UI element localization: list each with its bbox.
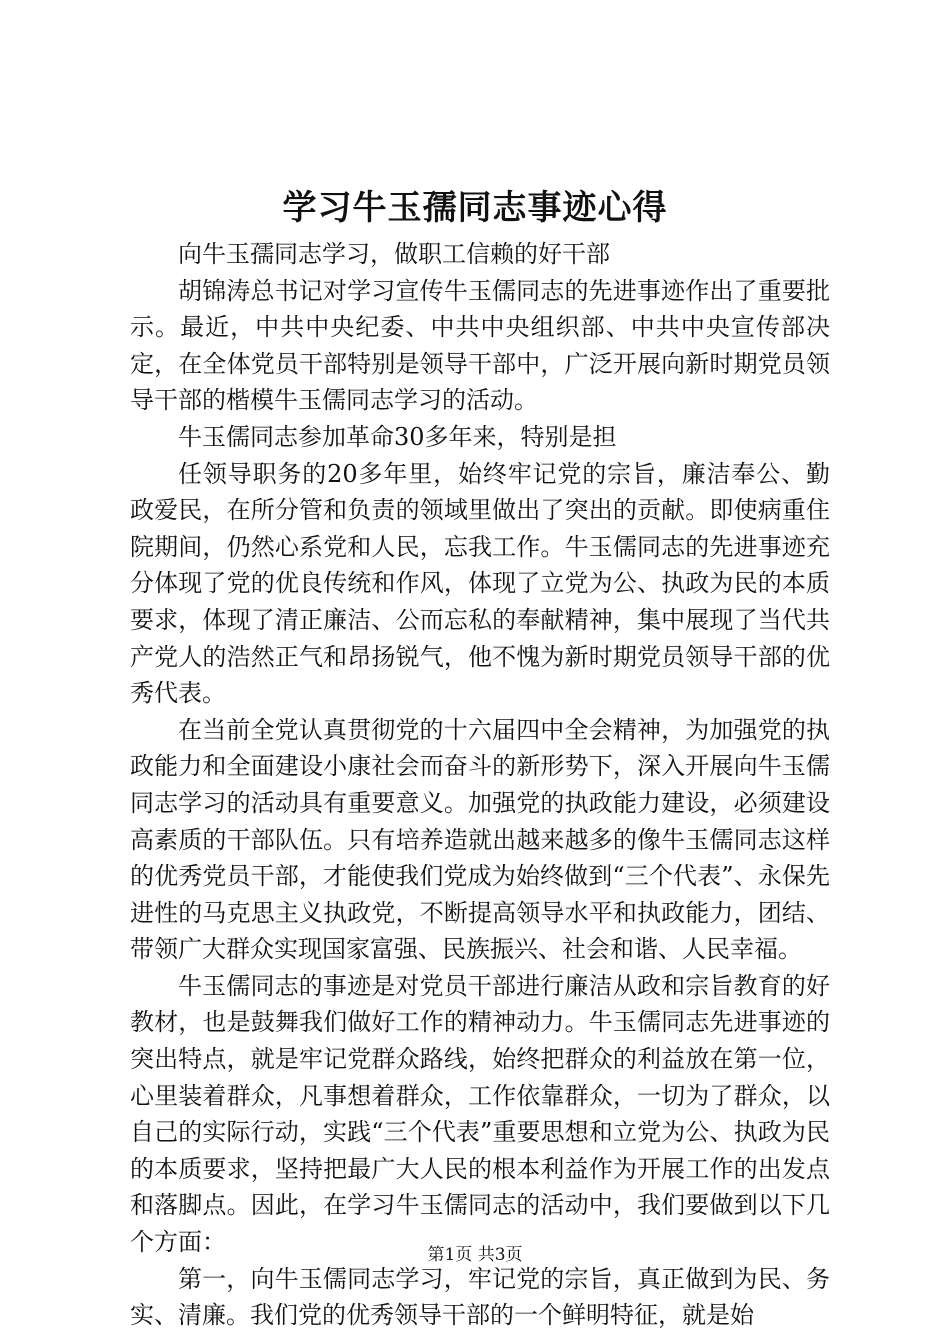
paragraph: 牛玉儒同志参加革命30多年来，特别是担 [178, 422, 617, 451]
document-title: 学习牛玉孺同志事迹心得 [282, 188, 668, 228]
paragraph: 牛玉儒同志的事迹是对党员干部进行廉洁从政和宗旨教育的好教材，也是鼓舞我们做好工作的精神动力。牛玉儒同志先进事迹的突出特点，就是牢记党群众路线，始终把群众的利益放在第一位，心里装着群众，凡事想着群众，工作依靠群众，一切为了群众，以自己的实际行动，实践“三个代表”重要思想和立党为公、执政为民的本质要求，坚持把最广大人民的根本利益作为开展工作的出发点和落脚点。因此，在学习牛玉儒同志的活动中，我们要做到以下几个方面： [130, 971, 830, 1257]
page-number-footer: 第1页 共3页 [427, 1245, 523, 1265]
paragraph: 在当前全党认真贯彻党的十六届四中全会精神，为加强党的执政能力和全面建设小康社会而奋斗的新形势下，深入开展向牛玉儒同志学习的活动具有重要意义。加强党的执政能力建设，必须建设高素质的干部队伍。只有培养造就出越来越多的像牛玉儒同志这样的优秀党员干部，才能使我们党成为始终做到“三个代表”、永保先进性的马克思主义执政党，不断提高领导水平和执政能力，团结、带领广大群众实现国家富强、民族振兴、社会和谐、人民幸福。 [130, 715, 830, 964]
paragraph: 第一，向牛玉儒同志学习，牢记党的宗旨，真正做到为民、务实、清廉。我们党的优秀领导干部的一个鲜明特征，就是始 [130, 1264, 830, 1330]
paragraph-subtitle: 向牛玉孺同志学习，做职工信赖的好干部 [178, 240, 610, 268]
paragraph: 胡锦涛总书记对学习宣传牛玉儒同志的先进事迹作出了重要批示。最近，中共中央纪委、中共中央组织部、中共中央宣传部决定，在全体党员干部特别是领导干部中，广泛开展向新时期党员领导干部的楷模牛玉儒同志学习的活动。 [130, 276, 830, 415]
document-body [130, 236, 830, 1334]
paragraph: 任领导职务的20多年里，始终牢记党的宗旨，廉洁奉公、勤政爱民，在所分管和负责的领域里做出了突出的贡献。即使病重住院期间，仍然心系党和人民，忘我工作。牛玉儒同志的先进事迹充分体现了党的优良传统和作风，体现了立党为公、执政为民的本质要求，体现了清正廉洁、公而忘私的奉献精神，集中展现了当代共产党人的浩然正气和昂扬锐气，他不愧为新时期党员领导干部的优秀代表。 [130, 459, 830, 708]
